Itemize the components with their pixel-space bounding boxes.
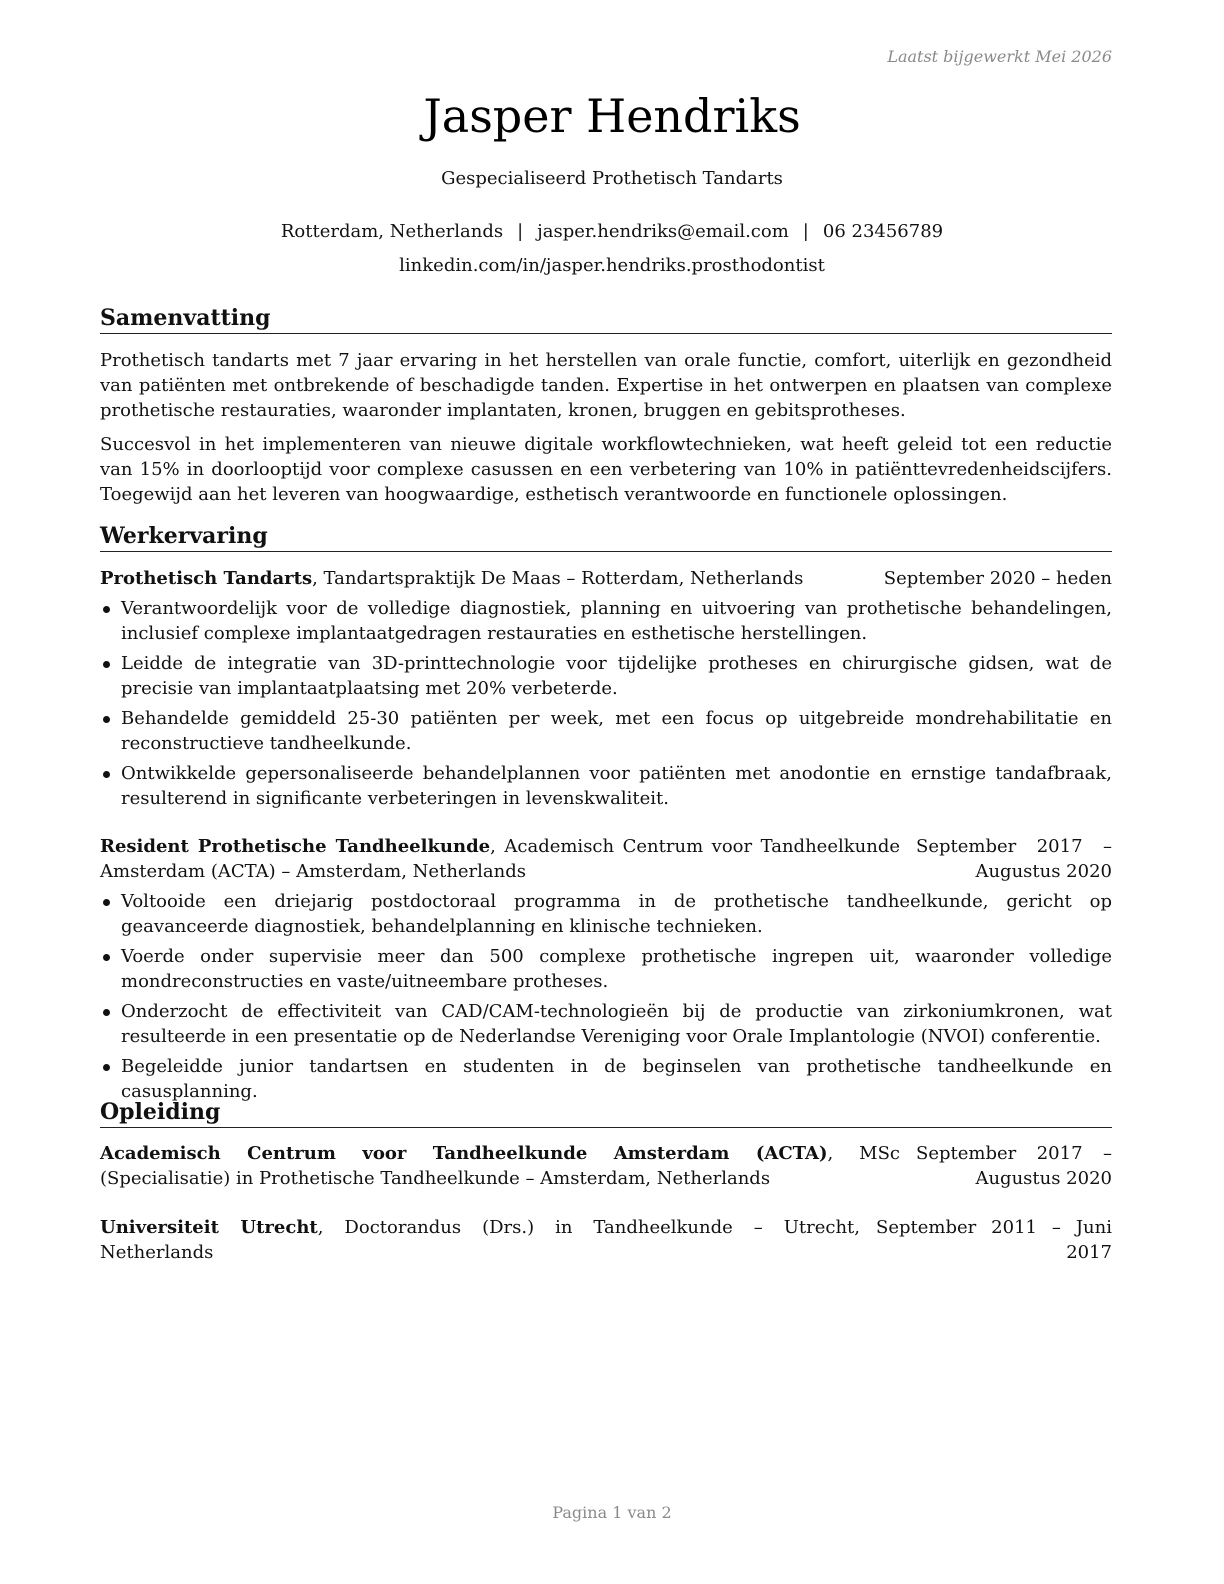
contact-separator: |: [802, 221, 809, 242]
candidate-title: Gespecialiseerd Prothetisch Tandarts: [441, 168, 783, 189]
job-bullet: Behandelde gemiddeld 25-30 patiënten per week, met een focus op uitgebreide mondrehabilitatie en reconstructieve tandheelkunde.: [100, 706, 1112, 756]
job-dates: September 2017 – Augustus 2020: [916, 836, 1112, 882]
education-detail: , MSc (Specialisatie) in Prothetische Tandheelkunde – Amsterdam, Netherlands: [100, 1143, 901, 1189]
last-updated-note: Laatst bijgewerkt Mei 2026: [887, 47, 1112, 66]
education-entry: [100, 1215, 1112, 1265]
education-school: Academisch Centrum voor Tandheelkunde Amsterdam (ACTA): [100, 1143, 828, 1164]
job-role: Prothetisch Tandarts: [100, 568, 313, 589]
education-dates: September 2017 – Augustus 2020: [916, 1143, 1112, 1189]
job-dates: September 2020 – heden: [883, 568, 1112, 589]
job-bullet: Ontwikkelde gepersonaliseerde behandelplannen voor patiënten met anodontie en ernstige tandafbraak, resulterend in significante verbeteringen in levenskwaliteit.: [100, 761, 1112, 811]
experience-heading: Werkervaring: [100, 522, 1112, 552]
candidate-name: Jasper Hendriks: [423, 89, 801, 143]
linkedin-link[interactable]: linkedin.com/in/jasper.hendriks.prosthodontist: [399, 255, 825, 276]
contact-location: Rotterdam, Netherlands: [280, 221, 504, 242]
job-bullet: Begeleidde junior tandartsen en studenten in de beginselen van prothetische tandheelkunde en casusplanning.: [100, 1054, 1112, 1104]
job-role: Resident Prothetische Tandheelkunde: [100, 836, 491, 857]
job-header: [100, 566, 1112, 591]
job-organization: , Tandartspraktijk De Maas – Rotterdam, Netherlands: [312, 568, 804, 589]
summary-heading: Samenvatting: [100, 304, 1112, 334]
education-school: Universiteit Utrecht: [100, 1217, 318, 1238]
summary-paragraph-2: Succesvol in het implementeren van nieuwe digitale workflowtechnieken, wat heeft geleid tot een reductie van 15% in doorlooptijd voor complexe casussen en een verbetering van 10% in patiënttevredenheidscijfers. Toegewijd aan het leveren van hoogwaardige, esthetisch verantwoorde en functionele oplossingen.: [100, 434, 1112, 505]
job-bullet-list: [100, 596, 1112, 816]
job-bullet: Voerde onder supervisie meer dan 500 complexe prothetische ingrepen uit, waaronder volledige mondreconstructies en vaste/uitneembare protheses.: [100, 944, 1112, 994]
job-header: [100, 834, 1112, 884]
job-bullet: Onderzocht de effectiviteit van CAD/CAM-technologieën bij de productie van zirkoniumkronen, wat resulteerde in een presentatie op de Nederlandse Vereniging voor Orale Implantologie (NVOI) conferentie.: [100, 999, 1112, 1049]
education-heading: Opleiding: [100, 1098, 1112, 1128]
education-entry: [100, 1141, 1112, 1191]
education-dates: September 2011 – Juni 2017: [876, 1217, 1112, 1263]
job-bullet: Leidde de integratie van 3D-printtechnologie voor tijdelijke protheses en chirurgische gidsen, wat de precisie van implantaatplaatsing met 20% verbeterde.: [100, 651, 1112, 701]
contact-email[interactable]: jasper.hendriks@email.com: [537, 221, 789, 242]
job-organization: , Academisch Centrum voor Tandheelkunde Amsterdam (ACTA) – Amsterdam, Netherlands: [100, 836, 900, 882]
contact-phone: 06 23456789: [822, 221, 944, 242]
job-bullet: Voltooide een driejarig postdoctoraal programma in de prothetische tandheelkunde, gericht op geavanceerde diagnostiek, behandelplanning en klinische technieken.: [100, 889, 1112, 939]
education-detail: , Doctorandus (Drs.) in Tandheelkunde – Utrecht, Netherlands: [100, 1217, 861, 1263]
job-bullet: Verantwoordelijk voor de volledige diagnostiek, planning en uitvoering van prothetische behandelingen, inclusief complexe implantaatgedragen restauraties en esthetische herstellingen.: [100, 596, 1112, 646]
contact-separator: |: [517, 221, 524, 242]
job-bullet-list: [100, 889, 1112, 1109]
contact-line: [0, 219, 1224, 244]
page-number: Pagina 1 van 2: [552, 1503, 672, 1522]
summary-paragraph-1: Prothetisch tandarts met 7 jaar ervaring in het herstellen van orale functie, comfort, uiterlijk en gezondheid van patiënten met ontbrekende of beschadigde tanden. Expertise in het ontwerpen en plaatsen van complexe prothetische restauraties, waaronder implantaten, kronen, bruggen en gebitsprotheses.: [100, 350, 1112, 421]
